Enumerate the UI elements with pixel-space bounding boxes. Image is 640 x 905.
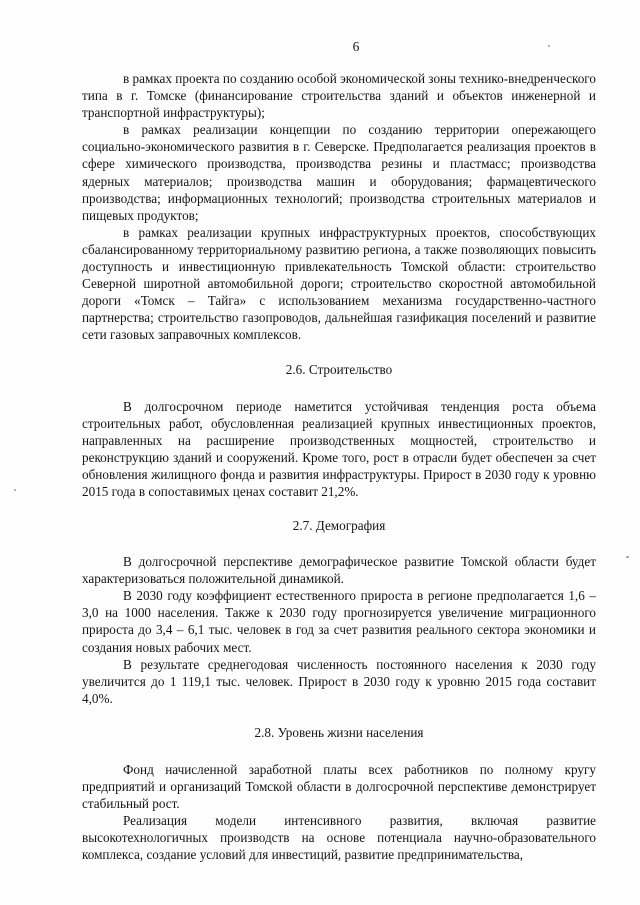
scan-speck — [626, 556, 629, 558]
living-standards-paragraph-2: Реализация модели интенсивного развития, включая развитие высокотехнологичных производств на основе потенциала научно-образовательного комплекса, создание условий для инвестиций, развитие предпринимательства, — [82, 813, 596, 863]
demography-paragraph-3: В результате среднегодовая численность постоянного населения к 2030 году увеличится до 1 119,1 тыс. человек. Прирост в 2030 году к уровню 2015 года составит 4,0%. — [82, 656, 596, 706]
intro-paragraph-2: в рамках реализации концепции по созданию территории опережающего социально-экономического развития в г. Северске. Предполагается реализация проектов в сфере химического производства, производства резины и пластмасс; производства ядерных материалов; производства машин и оборудования; фармацевтического производства; информационных технологий; производства строительных материалов и пищевых продуктов; — [82, 122, 596, 223]
page-number: 6 — [352, 39, 360, 54]
living-standards-paragraph-1: Фонд начисленной заработной платы всех работников по полному кругу предприятий и организаций Томской области в долгосрочной перспективе демонстрирует стабильный рост. — [82, 761, 596, 812]
intro-paragraph-1: в рамках проекта по созданию особой экономической зоны технико-внедренческого типа в г. Томске (финансирование строительства зданий и объектов инженерной и транспортной инфраструктуры); — [82, 71, 596, 121]
section-heading-living-standards: 2.8. Уровень жизни населения — [254, 724, 424, 740]
demography-paragraph-2: В 2030 году коэффициент естественного прироста в регионе предполагается 1,6 – 3,0 на 1000 населения. Также к 2030 году прогнозируется увеличение миграционного прироста до 3,4 – 6,1 тыс. человек в год за счет развития реального сектора экономики и создания новых рабочих мест. — [82, 588, 596, 655]
section-heading-demography: 2.7. Демография — [292, 518, 386, 534]
document-body — [82, 70, 596, 863]
scan-speck — [14, 489, 16, 491]
construction-paragraph-1: В долгосрочном периоде наметится устойчивая тенденция роста объема строительных работ, обусловленная реализацией крупных инвестиционных проектов, направленных на расширение производственных мощностей, строительство и реконструкцию зданий и сооружений. Кроме того, рост в отрасли будет обеспечен за счет обновления жилищного фонда и развития инфраструктуры. Прирост в 2030 году к уровню 2015 года в сопоставимых ценах составит 21,2%. — [82, 398, 596, 499]
scan-speck — [548, 45, 550, 47]
demography-paragraph-1: В долгосрочной перспективе демографическое развитие Томской области будет характеризоваться положительной динамикой. — [82, 554, 596, 587]
intro-paragraph-3: в рамках реализации крупных инфраструктурных проектов, способствующих сбалансированному территориальному развитию региона, а также позволяющих повысить доступность и инвестиционную привлекательность Томской области: строительство Северной широтной автомобильной дороги; строительство скоростной автомобильной дороги «Томск – Тайга» с использованием механизма государственно-частного партнерства; строительство газопроводов, дальнейшая газификация поселений и развитие сети газовых заправочных комплексов. — [82, 224, 596, 343]
section-heading-construction: 2.6. Строительство — [285, 361, 393, 377]
